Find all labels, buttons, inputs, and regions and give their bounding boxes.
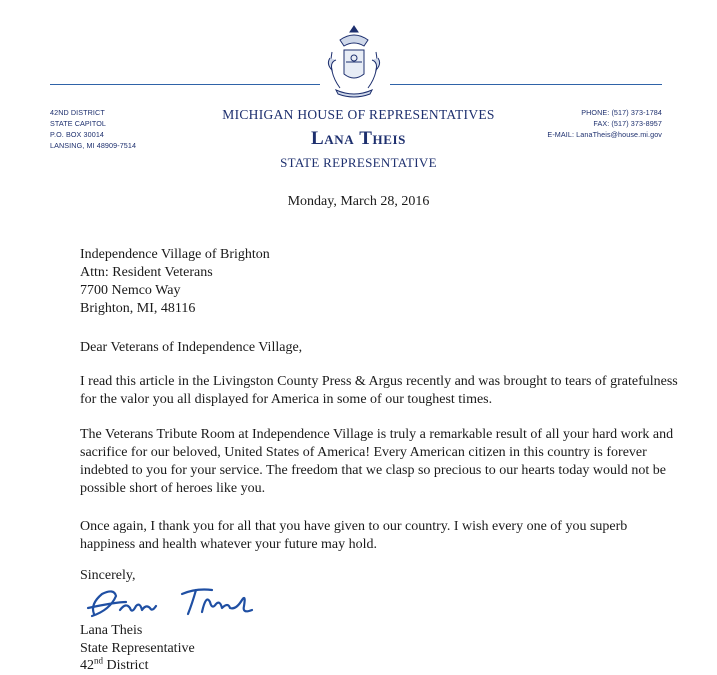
- representative-title: STATE REPRESENTATIVE: [280, 155, 437, 170]
- handwritten-signature: [86, 580, 276, 624]
- house-name: MICHIGAN HOUSE OF REPRESENTATIVES: [222, 107, 495, 122]
- salutation: Dear Veterans of Independence Village,: [80, 340, 303, 355]
- address-line: P.O. BOX 30014: [50, 130, 105, 139]
- phone-line: PHONE: (517) 373-1784: [581, 108, 662, 117]
- body-paragraph: The Veterans Tribute Room at Independence Village is truly a remarkable result of all your hard work and sacrifice for our beloved, United States of America! Every American citizen in this country is forever indebted to you for your service. The freedom that we clasp so precious to our hearts today would not be possible short of heroes like you.: [80, 427, 674, 496]
- recipient-line: Independence Village of Brighton: [80, 247, 270, 262]
- signer-title: State Representative: [80, 640, 195, 656]
- signer-district: [80, 657, 195, 675]
- representative-name: Lana Theis: [311, 128, 406, 149]
- fax-line: FAX: (517) 373-8957: [593, 119, 662, 128]
- address-line: STATE CAPITOL: [50, 119, 107, 128]
- recipient-line: 7700 Nemco Way: [80, 283, 181, 298]
- michigan-state-seal-icon: [318, 22, 390, 102]
- recipient-address: [80, 246, 270, 318]
- address-line: 42ND DISTRICT: [50, 108, 105, 117]
- body-paragraph: Once again, I thank you for all that you have given to our country. I wish every one of you superb happiness and health whatever your future may hold.: [80, 519, 628, 552]
- body-paragraph: I read this article in the Livingston County Press & Argus recently and was brought to tears of gratefulness for the valor you all displayed for America in some of our toughest times.: [80, 374, 678, 407]
- letter-date: Monday, March 28, 2016: [287, 194, 430, 209]
- email-line: E-MAIL: LanaTheis@house.mi.gov: [547, 130, 662, 139]
- signer-name: Lana Theis: [80, 623, 143, 638]
- closing: Sincerely,: [80, 568, 136, 583]
- district-suffix: nd: [94, 655, 103, 666]
- signer-block: [80, 622, 195, 675]
- district-number: 42: [80, 658, 94, 673]
- address-line: LANSING, MI 48909-7514: [50, 141, 137, 150]
- letterhead-rule-left: [50, 84, 320, 85]
- letterhead-rule-right: [390, 84, 662, 85]
- recipient-line: Brighton, MI, 48116: [80, 301, 196, 316]
- recipient-line: Attn: Resident Veterans: [80, 265, 213, 280]
- district-word: District: [106, 658, 149, 673]
